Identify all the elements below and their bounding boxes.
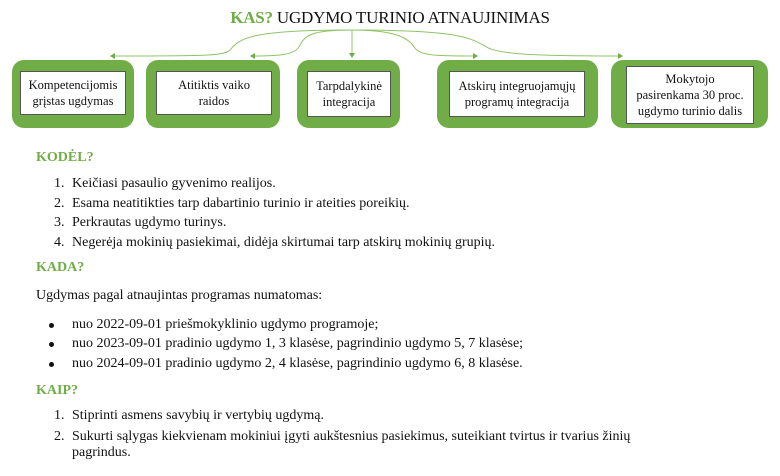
heading-kada: KADA? — [36, 260, 85, 275]
list-item: 3. Perkrautas ugdymo turinys. — [54, 215, 227, 230]
box-child-development: Atitiktis vaiko raidos — [146, 60, 280, 128]
box-interdisciplinary: Tarpdalykinė integracija — [297, 60, 400, 128]
page-title: KAS? UGDYMO TURINIO ATNAUJINIMAS — [230, 8, 550, 27]
list-item: 2. Esama neatitikties tarp dabartinio turinio ir ateities poreikių. — [54, 196, 410, 211]
list-item: 1. Keičiasi pasaulio gyvenimo realijos. — [54, 176, 276, 191]
box-integrated-programs: Atskirų integruojamųjų programų integracija — [437, 60, 598, 128]
list-item: 2. Sukurti sąlygas kiekvienam mokiniui įgyti aukštesnius pasiekimus, suteikiant tvirtus ir tvarius žinių pagrindus. — [54, 429, 631, 460]
list-item: 1. Stiprinti asmens savybių ir vertybių ugdymą. — [54, 408, 324, 423]
connector-arrows — [0, 0, 780, 60]
kada-intro: Ugdymas pagal atnaujintas programas numatomas: — [36, 288, 323, 303]
list-item: nuo 2022-09-01 priešmokyklinio ugdymo programoje; — [72, 317, 378, 333]
heading-kodel: KODĖL? — [36, 150, 94, 165]
box-teacher-choice: Mokytojo pasirenkama 30 proc. ugdymo turinio dalis — [611, 60, 768, 128]
box-competencies: Kompetencijomis grįstas ugdymas — [12, 60, 134, 128]
list-item: nuo 2024-09-01 pradinio ugdymo 2, 4 klasėse, pagrindinio ugdymo 6, 8 klasėse. — [72, 356, 523, 372]
heading-kaip: KAIP? — [36, 383, 78, 398]
list-item: nuo 2023-09-01 pradinio ugdymo 1, 3 klasėse, pagrindinio ugdymo 5, 7 klasėse; — [72, 336, 523, 352]
list-item: 4. Negerėja mokinių pasiekimai, didėja skirtumai tarp atskirų mokinių grupių. — [54, 235, 496, 250]
